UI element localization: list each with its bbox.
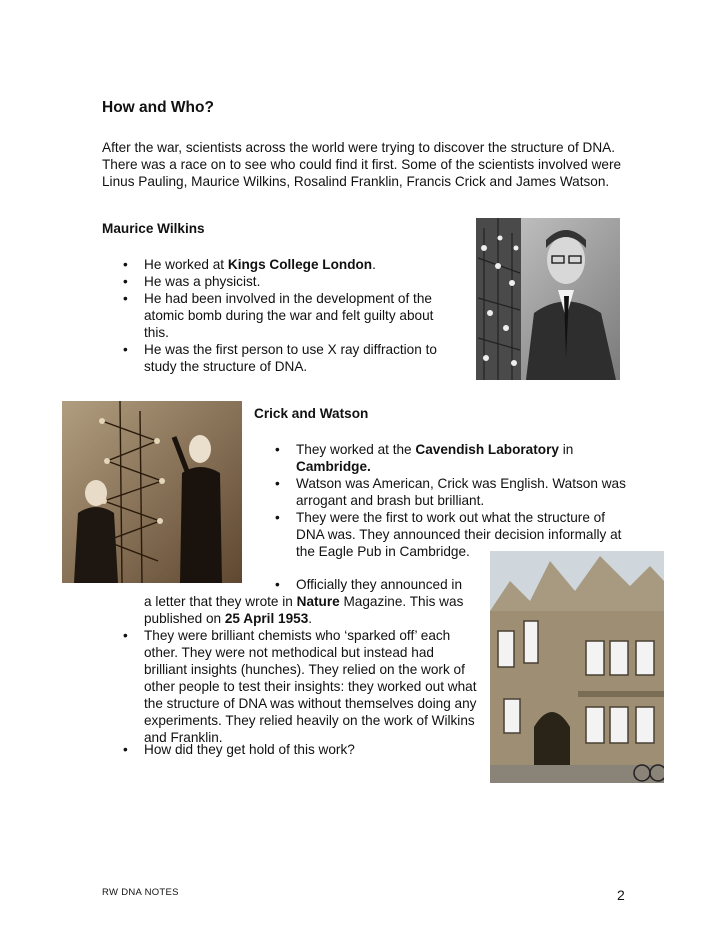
bullet-dot: • (123, 274, 128, 289)
cw-bullet-3-text: They were the first to work out what the structure of DNA was. They announced their decision informally at the Eagle Pub in Cambridge. (296, 510, 622, 559)
nature-text: Nature (296, 594, 340, 609)
bullet-dot: • (123, 742, 128, 757)
cw-bullet-6-text: How did they get hold of this work? (144, 742, 355, 757)
wilkins-bullet-1-end: . (372, 257, 376, 272)
cw-bullet-5 (123, 627, 478, 746)
crick-watson-heading: Crick and Watson (254, 406, 369, 421)
bullet-dot: • (123, 291, 128, 306)
footer-label: RW DNA NOTES (102, 887, 179, 898)
crick-watson-photo (62, 401, 242, 583)
cw-bullet-4-pre: a letter that they wrote in (144, 594, 297, 609)
wilkins-bullet-3 (123, 290, 456, 341)
wilkins-photo (476, 218, 620, 380)
kings-college-text: Kings College London (227, 257, 373, 272)
wilkins-bullet-1-text: He worked at (144, 257, 228, 272)
building-image (490, 551, 664, 783)
crick-watson-image (62, 401, 242, 583)
bullet-dot: • (123, 628, 128, 643)
cw-bullet-2 (275, 475, 626, 509)
page-number: 2 (617, 887, 625, 903)
publication-date: 25 April 1953 (224, 611, 309, 626)
page-heading: How and Who? (102, 99, 214, 116)
cw-bullet-1 (275, 441, 626, 475)
wilkins-bullet-2-text: He was a physicist. (144, 274, 261, 289)
cw-bullet-1-mid: in (558, 442, 574, 457)
wilkins-bullet-2 (123, 273, 444, 290)
cw-bullet-1-text: They worked at the (296, 442, 416, 457)
cavendish-building-photo (490, 551, 664, 783)
bullet-dot: • (275, 442, 280, 457)
bullet-dot: • (123, 257, 128, 272)
bullet-dot: • (275, 577, 280, 592)
wilkins-bullet-1 (123, 256, 444, 273)
wilkins-portrait-image (476, 218, 620, 380)
wilkins-bullet-4-text: He was the first person to use X ray diffraction to study the structure of DNA. (144, 342, 437, 374)
cw-bullet-2-text: Watson was American, Crick was English. Watson was arrogant and brash but brilliant. (296, 476, 626, 508)
cw-bullet-4-mid: Magazine. This was published on (144, 594, 464, 626)
cw-bullet-4-continued (144, 593, 484, 627)
cw-bullet-5-text: They were brilliant chemists who ‘sparked off’ each other. They were not methodical but instead had brilliant insights (hunches). They relied on the work of other people to test their insights: they worked out what the structure of DNA was without themselves doing any experiments. They relied heavily on the work of Wilkins and Franklin. (144, 628, 477, 745)
cw-bullet-4-line1: Officially they announced in (296, 577, 462, 592)
wilkins-bullet-3-text: He had been involved in the development of the atomic bomb during the war and felt guilty about this. (144, 291, 434, 340)
intro-paragraph: After the war, scientists across the world were trying to discover the structure of DNA. There was a race on to see who could find it first. Some of the scientists involved were Linus Pauling, Maurice Wilkins, Rosalind Franklin, Francis Crick and James Watson. (102, 140, 622, 189)
wilkins-bullet-4 (123, 341, 462, 375)
bullet-dot: • (123, 342, 128, 357)
cw-bullet-4-end: . (308, 611, 313, 626)
cw-bullet-4 (275, 576, 496, 593)
cambridge-text: Cambridge. (296, 459, 371, 474)
cw-bullet-6 (123, 741, 464, 758)
cavendish-text: Cavendish Laboratory (415, 442, 559, 457)
wilkins-heading: Maurice Wilkins (102, 221, 205, 236)
bullet-dot: • (275, 510, 280, 525)
bullet-dot: • (275, 476, 280, 491)
